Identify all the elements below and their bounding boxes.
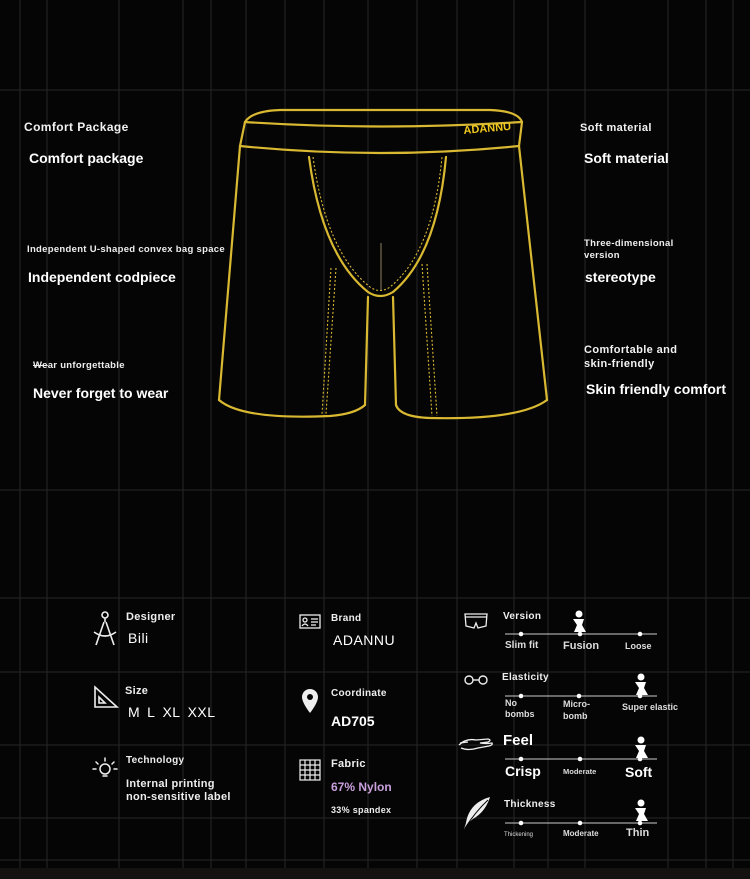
comfort-package-caption: Comfort Package	[24, 120, 129, 134]
skin-caption-line2: skin-friendly	[584, 358, 655, 370]
stereo-caption-line1: Three-dimensional	[584, 238, 674, 249]
elasticity-option-no: No	[505, 698, 517, 708]
coordinate-label: Coordinate	[331, 688, 387, 699]
wear-caption-rest: ar unforgettable	[47, 360, 125, 371]
elasticity-option-bomb: bomb	[563, 711, 588, 721]
thickness-option-thin: Thin	[626, 827, 650, 839]
lightbulb-icon	[93, 757, 117, 783]
size-option-xxl: XXL	[187, 704, 216, 720]
thickness-marker-icon	[632, 799, 650, 823]
wear-caption	[33, 360, 125, 371]
version-option-slim-fit: Slim fit	[505, 640, 539, 651]
feather-icon	[462, 796, 492, 830]
technology-line1: Internal printing	[126, 778, 215, 790]
size-option-l: L	[147, 704, 156, 720]
version-label: Version	[503, 611, 542, 622]
skin-title: Skin friendly comfort	[586, 381, 727, 397]
feel-option-crisp: Crisp	[505, 763, 541, 779]
id-card-icon	[299, 614, 321, 629]
size-label: Size	[125, 685, 149, 697]
stereo-caption-line2: version	[584, 250, 620, 261]
coordinate-value: AD705	[331, 713, 375, 729]
codpiece-caption: Independent U-shaped convex bag space	[27, 244, 225, 255]
technology-line2: non-sensitive label	[126, 791, 231, 803]
wear-title: Never forget to wear	[33, 385, 169, 401]
set-square-icon	[93, 685, 119, 709]
comfort-package-title: Comfort package	[29, 150, 144, 166]
version-option-loose: Loose	[625, 641, 652, 651]
fabric-grid-icon	[299, 759, 321, 781]
size-values	[128, 704, 216, 722]
thickness-option-thickening: Thickening	[504, 832, 534, 838]
version-option-fusion: Fusion	[563, 640, 600, 652]
fabric-label: Fabric	[331, 758, 366, 770]
stretch-icon	[463, 673, 489, 687]
briefs-icon	[463, 612, 489, 630]
feel-marker-icon	[632, 736, 650, 760]
brand-label: Brand	[331, 613, 362, 624]
hand-icon	[458, 736, 494, 752]
location-pin-icon	[301, 688, 319, 714]
size-option-m: M	[128, 704, 141, 720]
designer-value: Bili	[128, 630, 149, 646]
elasticity-option-super-elastic: Super elastic	[622, 702, 679, 712]
stereo-title: stereotype	[585, 269, 656, 285]
codpiece-title: Independent codpiece	[28, 269, 176, 285]
elasticity-option-micro: Micro-	[563, 699, 590, 709]
size-option-xl: XL	[162, 704, 181, 720]
elasticity-option-bombs: bombs	[505, 709, 535, 719]
thickness-option-moderate: Moderate	[563, 829, 599, 838]
feel-option-moderate: Moderate	[563, 767, 597, 776]
thickness-label: Thickness	[504, 799, 556, 810]
technology-label: Technology	[126, 755, 185, 766]
elasticity-marker-icon	[632, 673, 650, 697]
version-marker-icon	[570, 610, 588, 634]
designer-label: Designer	[126, 611, 176, 623]
soft-material-caption: Soft material	[580, 122, 652, 134]
compass-icon	[92, 610, 118, 648]
soft-material-title: Soft material	[584, 150, 669, 166]
elasticity-label: Elasticity	[502, 672, 549, 683]
garment-logo: ADANNU	[463, 120, 512, 137]
fabric-nylon: 67% Nylon	[331, 780, 392, 794]
skin-caption-line1: Comfortable and	[584, 344, 678, 356]
brand-value: ADANNU	[333, 632, 396, 648]
feel-option-soft: Soft	[625, 764, 653, 780]
wear-caption-struck: We	[33, 360, 48, 371]
fabric-spandex: 33% spandex	[331, 805, 392, 815]
feel-label: Feel	[503, 732, 534, 749]
